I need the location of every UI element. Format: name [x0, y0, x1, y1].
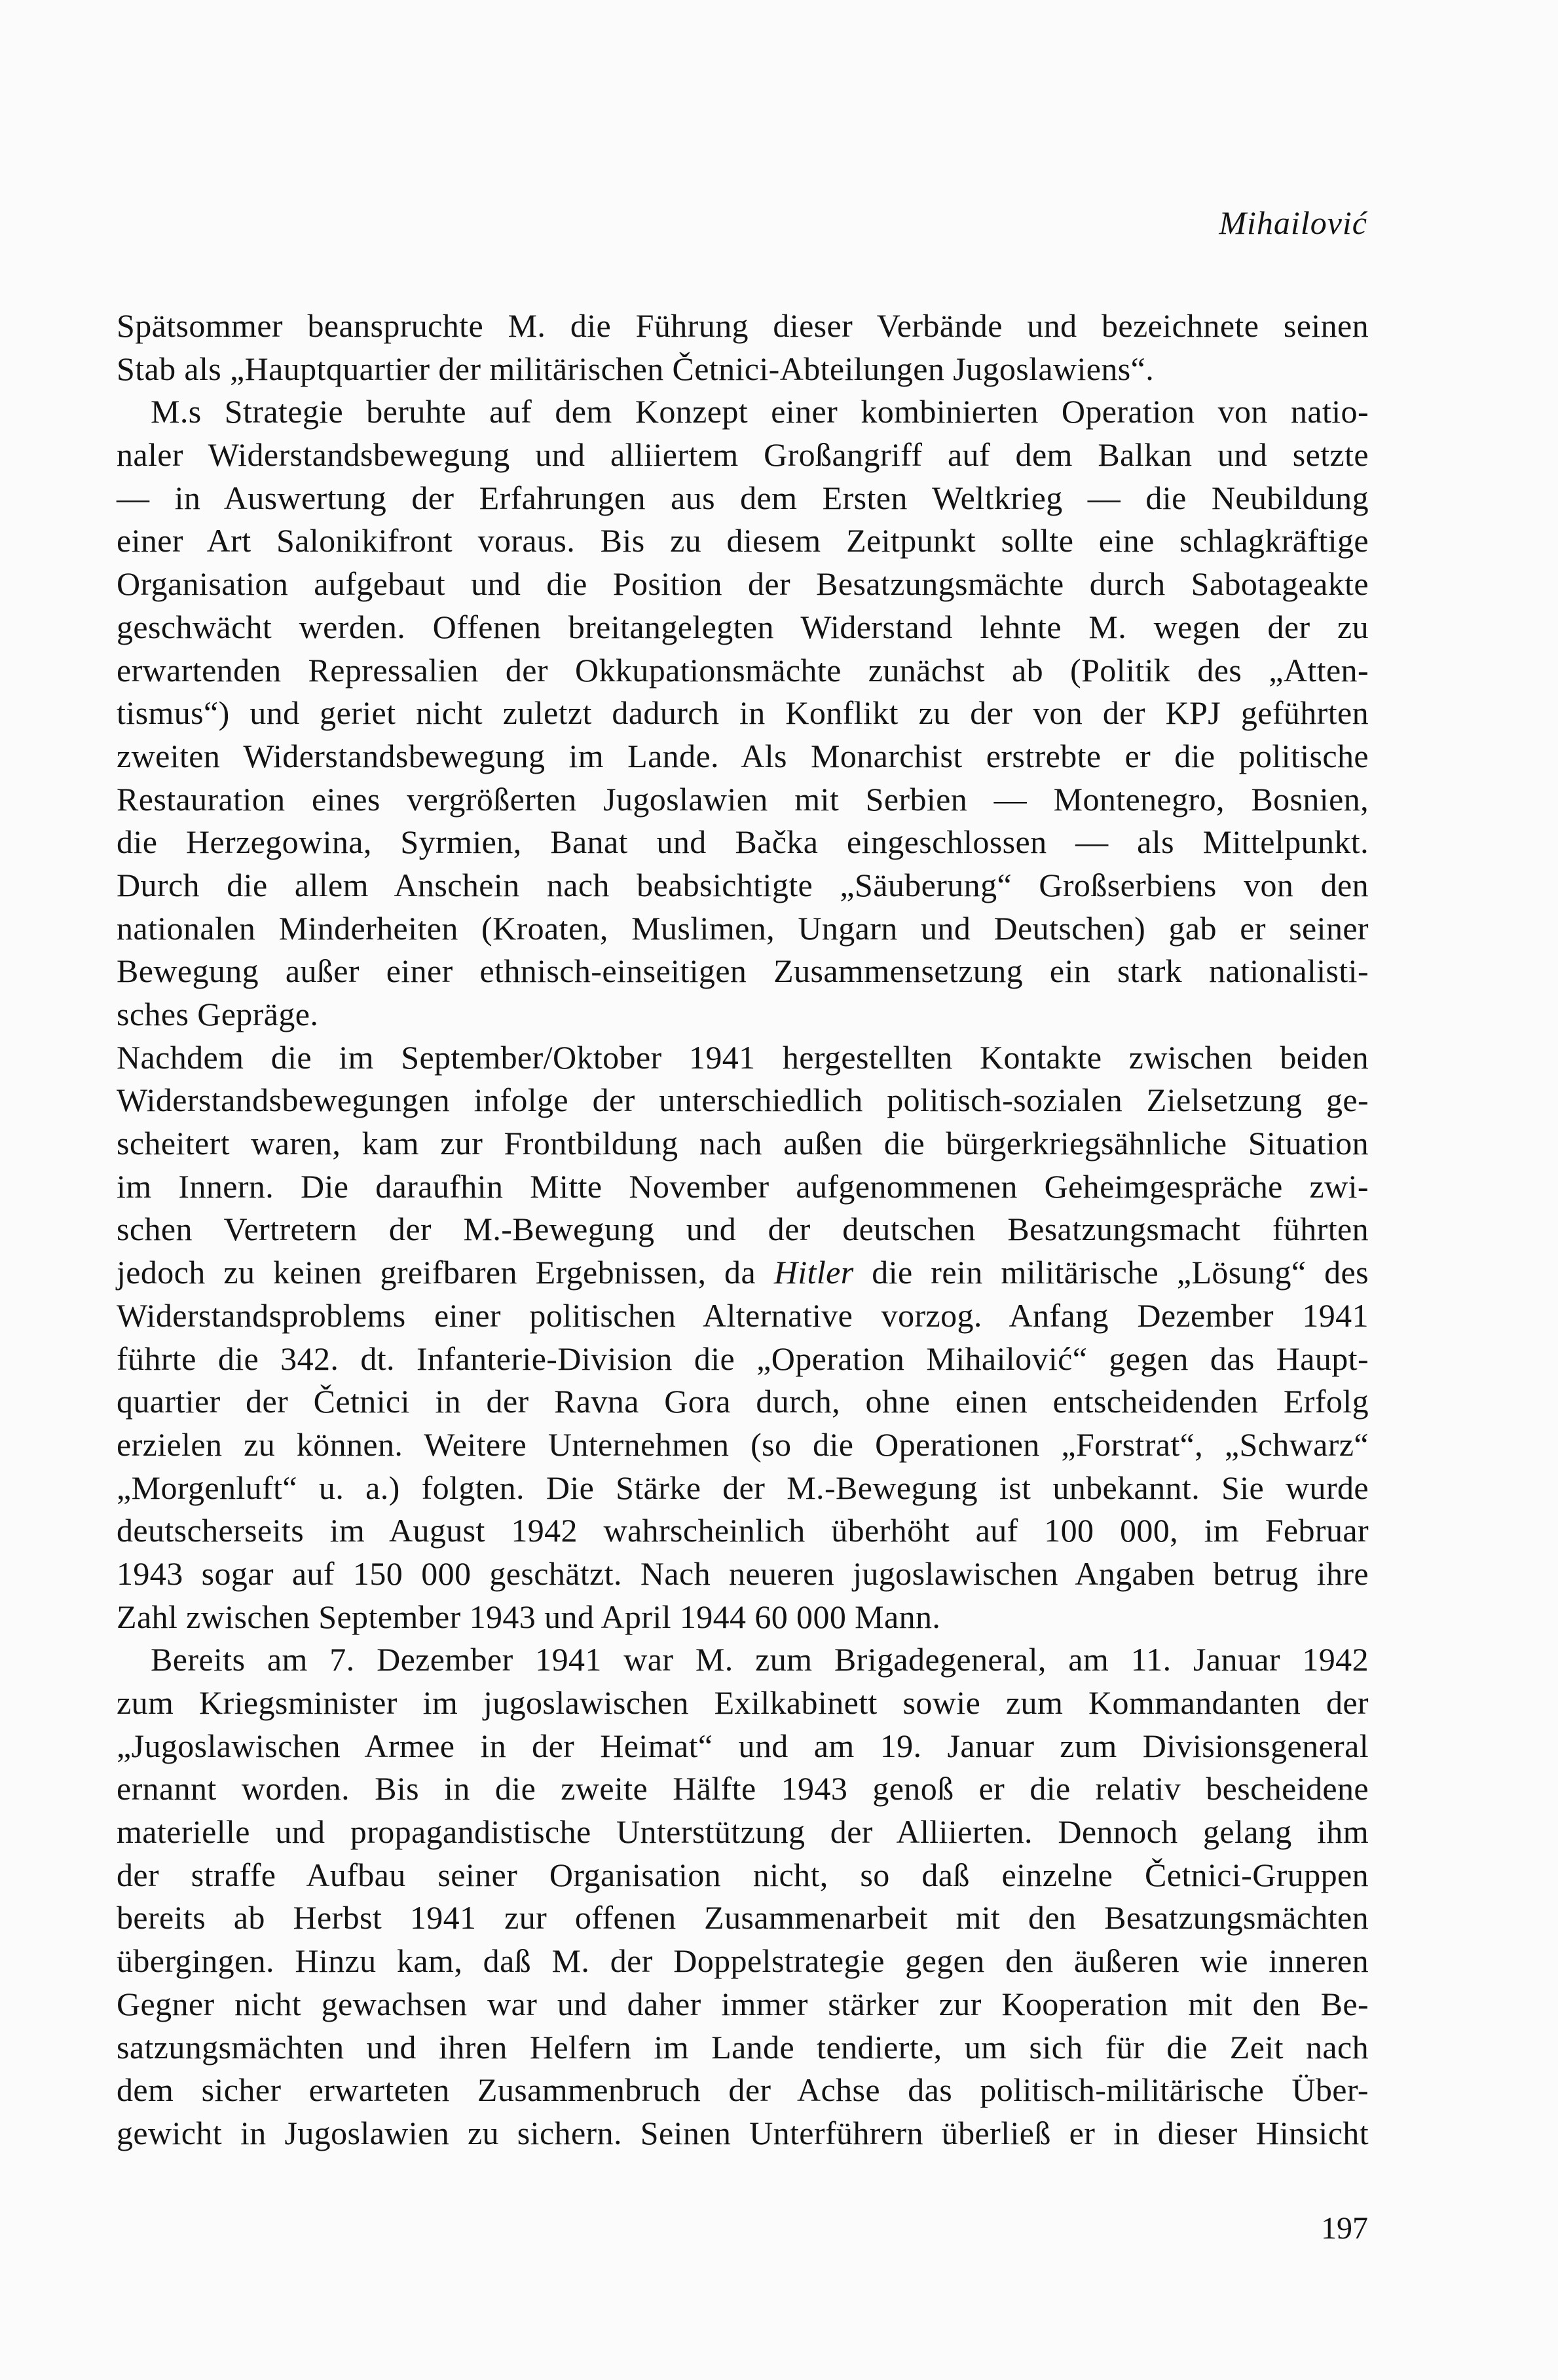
body-text — [117, 305, 1369, 2155]
text-line: 1943 sogar auf 150 000 geschätzt. Nach neueren jugoslawischen Angaben betrug ihre — [117, 1555, 1369, 1592]
text-line: nationalen Minderheiten (Kroaten, Muslimen, Ungarn und Deutschen) gab er seiner — [117, 909, 1369, 947]
running-head-title: Mihailović — [1219, 204, 1367, 241]
text-line: ernannt worden. Bis in die zweite Hälfte 1943 genoß er die relativ bescheidene — [117, 1770, 1369, 1807]
text-line: im Innern. Die daraufhin Mitte November aufgenommenen Geheimgespräche zwi- — [117, 1167, 1369, 1205]
text-line: übergingen. Hinzu kam, daß M. der Doppelstrategie gegen den äußeren wie inneren — [117, 1942, 1369, 1980]
text-line: schen Vertretern der M.-Bewegung und der deutschen Besatzungsmacht führten — [117, 1211, 1369, 1248]
text-line: tismus“) und geriet nicht zuletzt dadurch in Konflikt zu der von der KPJ geführten — [117, 694, 1369, 732]
text-line: Zahl zwischen September 1943 und April 1944 60 000 Mann. — [117, 1598, 941, 1635]
text-line: Widerstandsproblems einer politischen Alternative vorzog. Anfang Dezember 1941 — [117, 1296, 1369, 1334]
text-line: erzielen zu können. Weitere Unternehmen (so die Operationen „Forstrat“, „Schwarz“ — [117, 1426, 1369, 1463]
text-line: Organisation aufgebaut und die Position der Besatzungsmächte durch Sabotageakte — [117, 565, 1369, 603]
text-line: einer Art Salonikifront voraus. Bis zu diesem Zeitpunkt sollte eine schlagkräftige — [117, 522, 1369, 559]
text-line-with-italic — [117, 1251, 1369, 1294]
text-line: satzungsmächten und ihren Helfern im Lande tendierte, um sich für die Zeit nach — [117, 2028, 1369, 2066]
text-line: zum Kriegsminister im jugoslawischen Exilkabinett sowie zum Kommandanten der — [117, 1684, 1369, 1721]
paragraph-start-line: M.s Strategie beruhte auf dem Konzept einer kombinierten Operation von natio- — [151, 393, 1369, 430]
page-number: 197 — [1321, 2211, 1368, 2246]
italic-name-hitler: Hitler — [773, 1254, 854, 1291]
text-line: „Jugoslawischen Armee in der Heimat“ und am 19. Januar zum Divisionsgeneral — [117, 1727, 1369, 1764]
text-line: sches Gepräge. — [117, 996, 319, 1032]
text-line: bereits ab Herbst 1941 zur offenen Zusammenarbeit mit den Besatzungsmächten — [117, 1899, 1369, 1936]
text-line: Bewegung außer einer ethnisch-einseitigen Zusammensetzung ein stark nationalisti- — [117, 953, 1369, 990]
text-segment: die rein militärische „Lösung“ des — [853, 1254, 1369, 1291]
text-segment: jedoch zu keinen greifbaren Ergebnissen, da — [117, 1254, 774, 1291]
text-line: dem sicher erwarteten Zusammenbruch der Achse das politisch-militärische Über- — [117, 2071, 1369, 2109]
text-line: scheitert waren, kam zur Frontbildung nach außen die bürgerkriegsähnliche Situation — [117, 1125, 1369, 1162]
text-line: Spätsommer beanspruchte M. die Führung dieser Verbände und bezeichnete seinen — [117, 307, 1369, 344]
text-line: Stab als „Hauptquartier der militärischen Četnici-Abteilungen Jugoslawiens“. — [117, 350, 1155, 387]
text-line: Restauration eines vergrößerten Jugoslawien mit Serbien — Montenegro, Bosnien, — [117, 780, 1369, 818]
text-line: zweiten Widerstandsbewegung im Lande. Als Monarchist erstrebte er die politische — [117, 737, 1369, 774]
text-line: deutscherseits im August 1942 wahrscheinlich überhöht auf 100 000, im Februar — [117, 1512, 1369, 1549]
text-line: gewicht in Jugoslawien zu sichern. Seinen Unterführern überließ er in dieser Hinsicht — [117, 2114, 1369, 2151]
text-line: Gegner nicht gewachsen war und daher immer stärker zur Kooperation mit den Be- — [117, 1985, 1369, 2022]
text-line: materielle und propagandistische Unterstützung der Alliierten. Dennoch gelang ihm — [117, 1813, 1369, 1851]
text-line: „Morgenluft“ u. a.) folgten. Die Stärke der M.-Bewegung ist unbekannt. Sie wurde — [117, 1469, 1369, 1506]
text-line: naler Widerstandsbewegung und alliiertem Großangriff auf dem Balkan und setzte — [117, 436, 1369, 474]
text-line: die Herzegowina, Syrmien, Banat und Bačka eingeschlossen — als Mittelpunkt. — [117, 823, 1369, 861]
text-line: der straffe Aufbau seiner Organisation nicht, so daß einzelne Četnici-Gruppen — [117, 1856, 1369, 1893]
text-line: Durch die allem Anschein nach beabsichtigte „Säuberung“ Großserbiens von den — [117, 866, 1369, 903]
paragraph-start-line: Bereits am 7. Dezember 1941 war M. zum Brigadegeneral, am 11. Januar 1942 — [151, 1641, 1369, 1678]
paragraph-start-line: Nachdem die im September/Oktober 1941 hergestellten Kontakte zwischen beiden — [117, 1038, 1369, 1076]
text-line: Widerstandsbewegungen infolge der unterschiedlich politisch-sozialen Zielsetzung ge- — [117, 1082, 1369, 1119]
text-line: geschwächt werden. Offenen breitangelegten Widerstand lehnte M. wegen der zu — [117, 608, 1369, 645]
text-line: quartier der Četnici in der Ravna Gora durch, ohne einen entscheidenden Erfolg — [117, 1383, 1369, 1420]
text-line: erwartenden Repressalien der Okkupationsmächte zunächst ab (Politik des „Atten- — [117, 651, 1369, 689]
text-line: — in Auswertung der Erfahrungen aus dem Ersten Weltkrieg — die Neubildung — [117, 479, 1369, 516]
text-line: führte die 342. dt. Infanterie-Division die „Operation Mihailović“ gegen das Haupt- — [117, 1340, 1369, 1377]
